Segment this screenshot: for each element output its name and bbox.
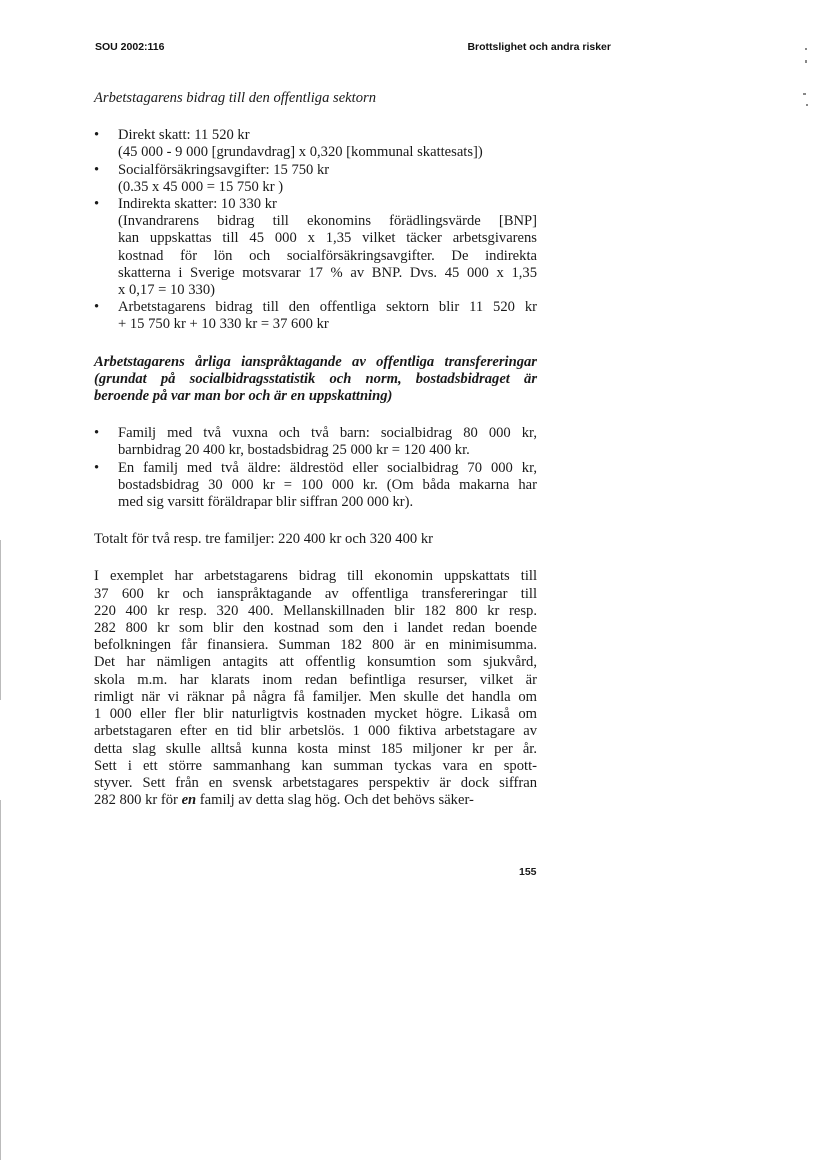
- section-heading-transfers: Arbetstagarens årliga ianspråktagande av offentliga transfereringar (grundat på socialbidragsstatistik och norm, bostadsbidraget är beroende på var man bor och är en uppskattning): [94, 353, 537, 405]
- scan-edge: [0, 540, 1, 700]
- margin-mark: [805, 60, 807, 63]
- bullet-icon: •: [94, 127, 100, 144]
- transfers-list: [94, 425, 537, 511]
- margin-mark: [806, 104, 808, 106]
- body-paragraph: I exemplet har arbetstagarens bidrag till ekonomin uppskattats till 37 600 kr och ianspråktagande av offentliga transfereringar till 220 400 kr resp. 320 400. Mellanskillnaden blir 182 800 kr resp. 282 800 kr som blir den kostnad som den i landet redan boende befolkningen får finansiera. Summan 182 800 är en minimisumma. Det har nämligen antagits att offentlig konsumtion som sjukvård, skola m.m. har klarats inom redan befintliga resurser, vilket är rimligt när vi räknar på några få familjer. Men skulle det handla om 1 000 eller fler blir naturligtvis kostnaden mycket högre. Likaså om arbetstagaren efter en tid blir arbetslös. 1 000 fiktiva arbetstagare av detta slag skulle alltså kunna kosta minst 185 miljoner kr per år. Sett i ett större sammanhang kan summan tyckas vara en spott- styver. Sett från en svensk arbetstagares perspektiv är dock siffran 282 800 kr för en familj av detta slag hög. Och det behövs säker-: [94, 568, 537, 809]
- bullet-icon: •: [94, 459, 100, 476]
- list-item: • Familj med två vuxna och två barn: socialbidrag 80 000 kr, barnbidrag 20 400 kr, bostadsbidrag 25 000 kr = 120 400 kr.: [94, 425, 537, 459]
- emphasis: en: [181, 792, 197, 809]
- bullet-icon: •: [94, 161, 100, 178]
- running-header-left: SOU 2002:116: [95, 41, 165, 53]
- section-heading-contribution: Arbetstagarens bidrag till den offentliga sektorn: [94, 90, 376, 106]
- contribution-list: [94, 127, 537, 333]
- margin-mark: [803, 93, 806, 95]
- list-item: • Indirekta skatter: 10 330 kr (Invandrarens bidrag till ekonomins förädlingsvärde [BNP] kan uppskattas till 45 000 x 1,35 vilket täcker arbetsgivarens kostnad för lön och socialförsäkringsavgifter. De indirekta skatterna i Sverige motsvarar 17 % av BNP. Dvs. 45 000 x 1,35 x 0,17 = 10 330): [94, 196, 537, 299]
- list-item: • Socialförsäkringsavgifter: 15 750 kr (0.35 x 45 000 = 15 750 kr ): [94, 161, 330, 195]
- list-item: • Arbetstagarens bidrag till den offentliga sektorn blir 11 520 kr + 15 750 kr + 10 330 kr = 37 600 kr: [94, 299, 537, 333]
- scan-edge: [0, 800, 1, 1160]
- bullet-icon: •: [94, 299, 100, 316]
- margin-mark: [805, 48, 807, 50]
- running-header-right: Brottslighet och andra risker: [467, 41, 611, 53]
- page-content: [94, 90, 537, 809]
- paragraph-last-line: 282 800 kr för en familj av detta slag hög. Och det behövs säker-: [94, 792, 474, 809]
- list-item: • Direkt skatt: 11 520 kr (45 000 - 9 000 [grundavdrag] x 0,320 [kommunal skattesats]): [94, 127, 483, 161]
- page-number: 155: [519, 866, 537, 878]
- bullet-icon: •: [94, 196, 100, 213]
- bullet-icon: •: [94, 425, 100, 442]
- total-line: Totalt för två resp. tre familjer: 220 400 kr och 320 400 kr: [94, 531, 434, 548]
- list-item: • En familj med två äldre: äldrestöd eller socialbidrag 70 000 kr, bostadsbidrag 30 000 kr = 100 000 kr. (Om båda makarna har med sig varsitt föräldrapar blir siffran 200 000 kr).: [94, 459, 537, 511]
